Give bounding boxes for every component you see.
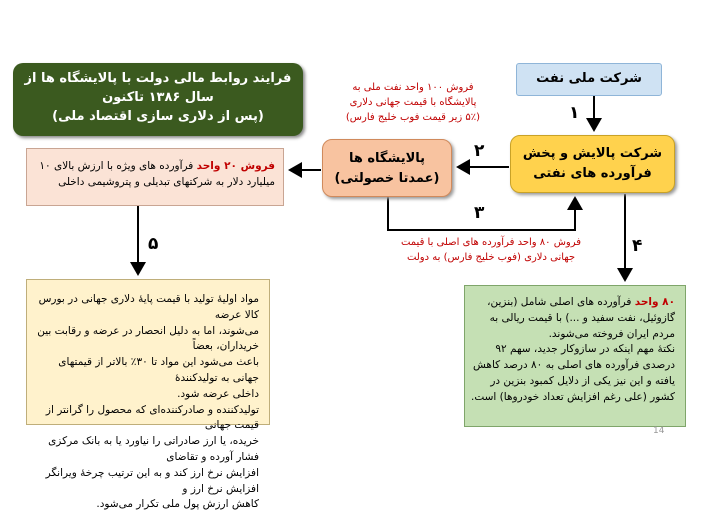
sale-20-text-1: فرآورده های ویژه با ارزش بالای ۱۰ — [39, 160, 194, 172]
note-sale-80 — [392, 235, 590, 265]
node-nioprdc — [510, 135, 675, 193]
sale-20-line-2: میلیارد دلار به شرکتهای تبدیلی و پتروشیمی داخلی — [58, 176, 275, 188]
refineries-line-2: (عمدتا خصولتی) — [334, 171, 440, 186]
green-line: کشور (علی رغم افزایش تعداد خودروها) است. — [470, 390, 675, 403]
node-sale-20 — [26, 148, 284, 206]
note-sale-80-line-2: جهانی دلاری (فوب خلیج فارس) به دولت — [406, 252, 576, 263]
yellow-line: مواد اولیهٔ تولید با قیمت پایهٔ دلاری جهانی در بورس کالا عرضه — [38, 293, 259, 321]
note-sale-100-line-1: فروش ۱۰۰ واحد نفت ملی به — [352, 82, 474, 93]
sale-20-line-1 — [35, 158, 275, 174]
sale-20-highlight: فروش ۲۰ واحد — [196, 160, 275, 172]
yellow-line: خریده، یا ارز صادراتی را نیاورد یا به بانک مرکزی فشار آورده و تقاضای — [48, 435, 259, 463]
page-number: 14 — [653, 426, 665, 436]
node-domestic-sale — [464, 285, 686, 427]
note-sale-100-line-2: پالایشگاه با قیمت جهانی دلاری — [349, 97, 477, 108]
step-number-2: ۲ — [474, 141, 485, 161]
yellow-line: باعث می‌شود این مواد تا ۳۰٪ بالاتر از قیمتهای جهانی به تولیدکنندهٔ — [58, 356, 259, 384]
title-line-3: (پس از دلاری سازی اقتصاد ملی) — [52, 109, 264, 124]
green-line: نکتهٔ مهم اینکه در سازوکار جدید، سهم ۹۲ — [495, 343, 675, 356]
node-nioc: شرکت ملی نفت — [516, 63, 662, 96]
green-line: درصدی فرآورده های اصلی به ۸۰ درصد کاهش — [473, 359, 675, 372]
title-line-1: فرایند روابط مالی دولت با پالایشگاه ها از — [24, 71, 292, 86]
note-sale-100 — [322, 80, 504, 125]
green-line-1 — [471, 295, 675, 311]
step-number-4: ۴ — [632, 236, 643, 256]
green-highlight: ۸۰ واحد — [634, 296, 675, 308]
yellow-line: داخلی عرضه شود. — [177, 387, 259, 400]
yellow-line: افزایش نرخ ارز کند و به این ترتیب چرخهٔ ویرانگر افزایش نرخ ارز و — [45, 466, 259, 495]
step-number-1: ۱ — [569, 103, 580, 123]
note-sale-100-line-3: (۵٪ زیر قیمت فوب خلیج فارس) — [345, 112, 481, 123]
node-currency-cycle — [26, 279, 270, 511]
refineries-line-1: پالایشگاه ها — [348, 151, 426, 166]
yellow-line: تولیدکننده و صادرکننده‌ای که محصول را گرانتر از قیمت جهانی — [45, 403, 259, 432]
nioprdc-line-1: شرکت پالایش و پخش — [522, 146, 663, 161]
yellow-line: کاهش ارزش پول ملی تکرار می‌شود. — [96, 498, 259, 511]
green-line: مردم ایران فروخته می‌شوند. — [548, 327, 675, 340]
green-text-1: فرآورده های اصلی شامل (بنزین، — [487, 296, 632, 308]
green-line: گازوئیل، نفت سفید و ...) با قیمت ریالی به — [489, 311, 675, 324]
nioprdc-line-2: فرآورده های نفتی — [533, 166, 652, 181]
step-number-5: ۵ — [148, 234, 159, 254]
yellow-line: می‌شوند، اما به دلیل انحصار در عرضه و رقابت بین خریداران، بعضاً — [37, 324, 259, 353]
note-sale-80-line-1: فروش ۸۰ واحد فرآورده های اصلی با قیمت — [400, 237, 582, 248]
green-line: یافته و این نیز یکی از دلایل کمبود بنزین در — [490, 374, 675, 387]
node-refineries — [322, 139, 452, 197]
diagram-title — [13, 63, 303, 136]
title-line-2: سال ۱۳۸۶ تاکنون — [102, 90, 214, 105]
step-number-3: ۳ — [474, 203, 485, 223]
